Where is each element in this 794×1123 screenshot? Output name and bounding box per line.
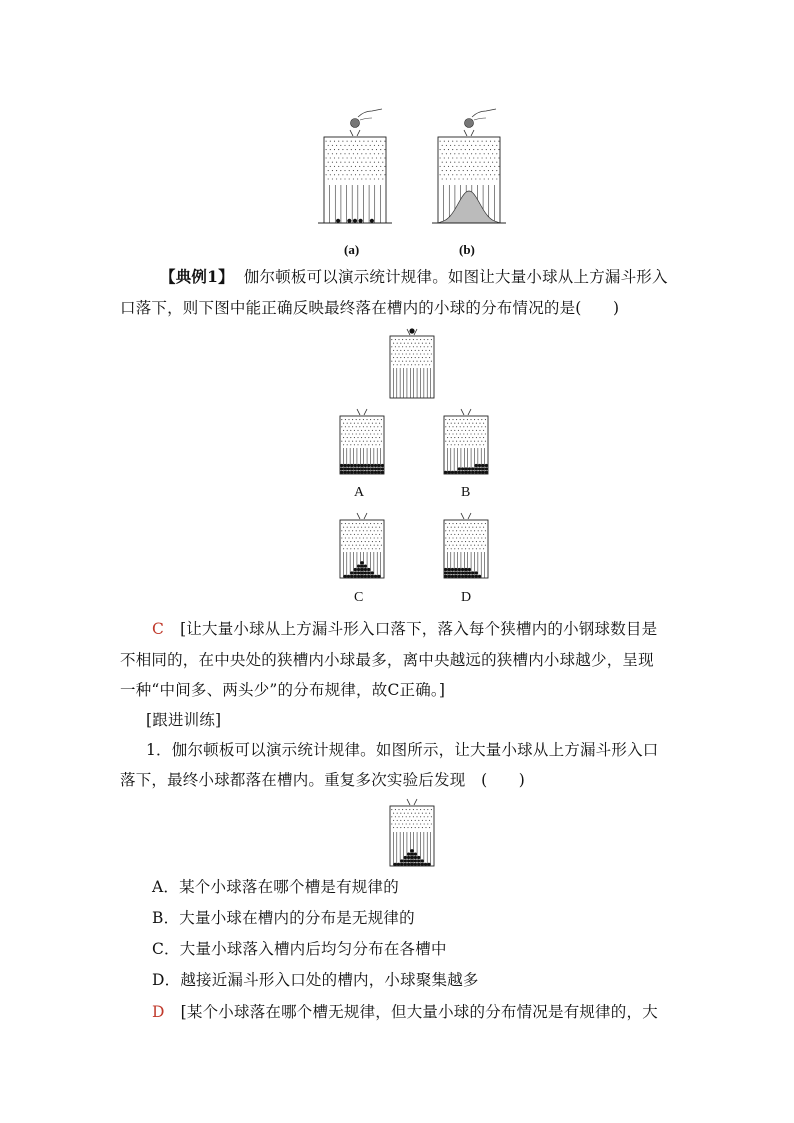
- practice-answer-letter: D: [152, 1003, 165, 1021]
- answer1-line1: [152, 618, 657, 640]
- practice-galton-board: [388, 800, 436, 868]
- figure-caption-b: (b): [459, 242, 475, 257]
- option-a-board: [338, 408, 386, 476]
- figure-caption-a: (a): [344, 242, 360, 257]
- galton-board-figure-a: [318, 95, 398, 235]
- galton-board-main: [388, 326, 436, 400]
- practice-option-b: B．大量小球在槽内的分布是无规律的: [152, 909, 415, 927]
- example1-tag: 【典例1】: [160, 267, 234, 286]
- practice-heading: [跟进训练]: [146, 711, 222, 729]
- option-a-label: A: [354, 485, 365, 500]
- example1-line2: 口落下，则下图中能正确反映最终落在槽内的小球的分布情况的是( ): [120, 299, 620, 317]
- practice-option-c: C．大量小球落入槽内后均匀分布在各槽中: [152, 940, 447, 958]
- answer1-text1: [让大量小球从上方漏斗形入口落下，落入每个狭槽内的小钢球数目是: [180, 620, 658, 638]
- practice-q1-line1: 1．伽尔顿板可以演示统计规律。如图所示，让大量小球从上方漏斗形入口: [146, 741, 659, 759]
- answer1-line3: 一种“中间多、两头少”的分布规律，故C正确。]: [120, 681, 446, 699]
- practice-option-d: D．越接近漏斗形入口处的槽内，小球聚集越多: [152, 971, 479, 989]
- answer1-letter: C: [152, 620, 165, 638]
- practice-option-a: A．某个小球落在哪个槽是有规律的: [152, 878, 399, 896]
- answer1-line2: 不相同的，在中央处的狭槽内小球最多，离中央越远的狭槽内小球越少，呈现: [120, 651, 654, 669]
- option-c-board: [338, 512, 386, 580]
- galton-board-figure-b: [432, 95, 512, 235]
- option-d-board: [442, 512, 490, 580]
- option-b-label: B: [461, 485, 471, 500]
- example1-text1: 伽尔顿板可以演示统计规律。如图让大量小球从上方漏斗形入: [243, 268, 668, 286]
- option-d-label: D: [461, 590, 472, 605]
- practice-answer-line: [152, 1001, 658, 1023]
- example1-line1: [160, 266, 668, 288]
- practice-q1-line2: 落下，最终小球都落在槽内。重复多次实验后发现 ( ): [120, 771, 525, 789]
- practice-answer-text: [某个小球落在哪个槽无规律，但大量小球的分布情况是有规律的，大: [180, 1003, 658, 1021]
- option-b-board: [442, 408, 490, 476]
- option-c-label: C: [354, 590, 364, 605]
